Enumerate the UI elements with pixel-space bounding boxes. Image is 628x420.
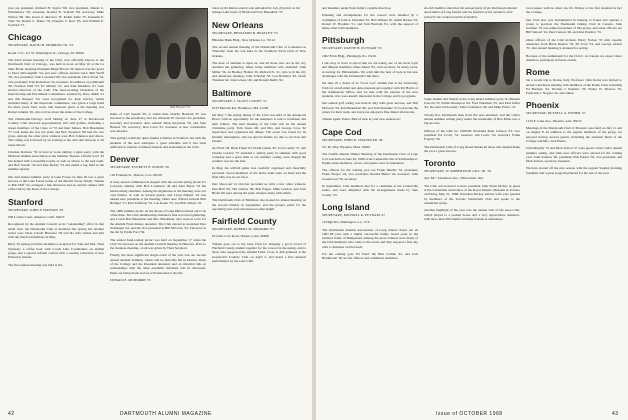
section-heading-cape-cod: Cape Cod: [322, 126, 362, 137]
section-heading-long-island: Long Island: [322, 201, 370, 212]
paragraph: Riley '61 spring activities included a reception for Tom and Mrs. Thad Seymour, a coffee hour with Coach Jake Crouthamel, an alumni group, and a special softball contest with a rousing collection of new Princeton friends.: [8, 242, 104, 260]
section-address: Room 1711, 111 W. Washington St., Chicago, Ill. 60602: [8, 50, 85, 55]
section-address: 62 Glen Cove Road, Darien, Conn. 06820: [212, 234, 269, 239]
section-heading-denver: Denver: [110, 154, 139, 165]
paragraph: A busy season culminated in August with the second spring picnic for Colorado alumni, with Bob Lorentzen '46 and Alex Bayer '53 the hardworking chairmen. Among the dignitaries at the meeting were our own fathers, as well as several guests, and Lloyd Neimer '24 was named new president at the meeting. Other new officers include Bob Bolliger '51, Paul Tollefson '54, Lou Rader '55, and Bob Gilbert '41.: [110, 179, 206, 206]
paragraph: The Dartmouth Club of Baltimore also hosted its annual meeting on the second Sunday in September, and the group's plans for the upcoming year were discussed at some length.: [212, 198, 306, 211]
paragraph: On June 25 a dozen of us "local cool" alumni met at the University Club for an informal and quite pleasant get-together with Pat Harris of the Admissions Office, and we met with the parents of the new students, who were keenly interested in the College and its programs.: [322, 81, 418, 99]
paragraph: We have started off the new season with the regular Sunday morning breakfast and a great program planned for the rest of the year.: [526, 166, 622, 175]
right-page: [316, 0, 628, 420]
paragraph: Meetings of the Dartmouth Club of Phoenix were held on July 11 and on August 8. In addition to the regular members of the group, we enjoyed having several guests, including the assistant Dean of the College and Mrs. Jack Harris.: [526, 126, 622, 143]
paragraph: The Club was honored to have president John Sloan Dickey as guest at the Centennial observance of the Royal Ontario Museum in Toronto on Friday, May 31, 1968. President Dickey and his wife were greeted by members of the Toronto Dartmouth Club and spoke to the assembled group.: [424, 183, 520, 205]
section-secretary: SECRETARY, RUSSELL A. FISHER '57: [526, 111, 586, 116]
right-column-1: [322, 6, 418, 404]
section-address: Ch. Rt. 28A, Hyannis, Mass. 02601: [322, 144, 371, 149]
section-address: Apt. 827, Lakeshore Ave., Willowdale, Ont.: [424, 176, 484, 181]
paragraph: home of Carl Speeth '29, at which time Charlie Hoerlein '67 was elevated to the presidency and Joe Albrecht '67 elected vice president, secretary and treasurer. Also named: Mark Reynolds '59, and John Hanson '59, secretary; Don Carol '61, treasurer. A new constitution was adopted.: [110, 112, 206, 134]
paragraph: The annual fund-raising picnic was held on September 17 when the Club '62 reported on the Alumni Council meeting in Hanover. Prior to the business meeting, a talk was given by Thad Seymour.: [110, 237, 206, 251]
paragraph: An old tradition shared at the annual party of the Dartmouth Alumni Association of Long Island, and the families of the members were joined in the cookout and the festivities.: [424, 6, 518, 19]
section-secretary: SECRETARY, JOHN F. HANSON '59: [8, 207, 64, 212]
left-column-3: [212, 6, 306, 404]
maine-picnic-photo: [110, 8, 208, 106]
paragraph: Twenty-five Dartmouth men from the area attended, and the Club's annual summer sailing party under the leadership of Ben Kline was a big success.: [424, 112, 520, 126]
section-secretary: SECRETARY, MICHAEL R. PUTNAM '47: [322, 212, 386, 217]
section-heading-new-orleans: New Orleans: [212, 19, 264, 30]
long-island-party-photo: [424, 22, 520, 94]
section-secretary: SECRETARY, WAYNE H. PUTNAM '53: [322, 46, 382, 51]
page-number: 42: [8, 411, 15, 417]
section-heading-stanford: Stanford: [8, 196, 43, 207]
paragraph: local papers with no direct tie. Dr. Dickey or the five students in fact the College.: [526, 6, 622, 15]
paragraph: The officers for the coming year are Frank Shields '33, president; Frank Shoyer '24, vice president; Roland Butler '24, treasurer; John Greenwood '36, secretary.: [322, 168, 418, 181]
paragraph: In September, Club members met for a clambake at the Centerville estate, and were delighted with the arrangements made by Stan Conley '55.: [322, 184, 418, 197]
paragraph: Thanks again, Potter. Best of luck in your new endeavors!: [322, 117, 401, 122]
section-secretary: SECRETARY, JOHN R. CHANDLER '38: [322, 137, 383, 142]
paragraph: Planning and arrangements for the concert were handled by a committee of John A. Donohue '61, Bob Walters '61, Keith Barnes '52, Robert W. Hopkins '51, and Tom Bartram '61, with the support of many other Club members.: [322, 13, 418, 31]
section-address: 10 High Rd., Huntington, L.I., N.Y.: [322, 220, 371, 225]
section-heading-chicago: Chicago: [8, 32, 42, 43]
right-column-2: [424, 6, 520, 404]
page-footer-title: DARTMOUTH ALUMNI MAGAZINE: [120, 411, 212, 417]
section-heading-toronto: Toronto: [424, 158, 456, 169]
photo-caption: Some of the Maine alumni who attended the July 20 picnic at the Sebago Lake home of Heidi and Fran Beaudette '35.: [212, 6, 300, 15]
photo-credit: Bud Falcone '54: [170, 105, 190, 109]
paragraph: Our annual golf outing was held in July with great success, and Tim McGraw '56, Rod Beaumont '60, and Tom Donahue '57 took home the prizes for their team, and everyone enjoyed a fine dinner afterwards.: [322, 101, 418, 115]
left-column-1: [8, 6, 104, 404]
paragraph: Officers of the Club for 1968-69: President Peter Jackson '53, vice president Ed Crotty '52, treasurer Jim Lewis '54, secretary Frank Fogarty '59.: [424, 128, 520, 142]
paragraph: Finally, the most significant single event of the year was our second annual Alumni Seminar, which will be held this fall in Denver. Dean of the College and the President attended, and an informal talk on relationships with the other academic divisions will be discussed. Plans are being made and we will announce it shortly.: [110, 253, 206, 275]
paragraph: and Islanders under Paul Zeller's capable direction.: [322, 6, 392, 10]
paragraph: The hour of summer is upon us, and all those who are in the city attended the gathering. Other lucky members who attended: John Miller '36, Al Bradley Hollen '29, Richard N. '21, who is in the city and attend the meeting, John Schrabel '53, Lou Hollister '63, Norm Tinsman '42, John Gloess '40, and Ronald Reilly '62.: [212, 61, 306, 83]
paragraph: Thanks goes out to the Glee Club for bringing a good crowd of Fairfield County alumni together for the concert in the spring, and to those who supported the Alumni Fund. Close to 400 gathered at the Greenwich Country Club on April 2, and heard a fine musical performance by the Glee Club,: [212, 241, 306, 263]
section-heading-phoenix: Phoenix: [526, 100, 560, 111]
paragraph: In May, the softball game was carefully organized and cheerfully executed. Seven members of the home team were on hand and the final tally was in our favor.: [212, 166, 306, 180]
section-secretary: SECRETARY, EVERETT E. FOOSE '36: [110, 165, 169, 170]
section-address: Hibernia Bank Bldg., New Orleans, La. 70112: [212, 37, 275, 42]
paragraph: Because of the enthusiasm for the D.O.C. in Canada we expect more alumni to participate in future events.: [526, 53, 622, 62]
paragraph: Our Club also was instrumental in helping to found and operate a group to promote the Dartmouth Outing Club in Canada. John Gorman '33 was named president of this group, and other officers are Bill Stewart '42, Paul Cannon '40, and Ron Prentice '55.: [526, 17, 622, 35]
paragraph: For the coming year, Ed Ward '49, Bud Collins '42, and Jack Heidbreder '56 are the officers and committee members.: [322, 251, 418, 261]
paragraph: On a recent trip to Rome, Italy, Professor John Kerns was invited to attend a luncheon meeting with members of the Rome Club, including Ed Buckley '24, Thomas J. Palermo '39, Walter W. Monroe '52, Frederick J. Nogara '42, and others.: [526, 78, 622, 96]
paragraph: On May 7 the spring dinner of the Club was held at the Annapolis Hotel, with an opportunity for the members to talk to freshmen and their fathers. The next meeting of the Club will be the annual Christmas party. Tom Jones, Mr. and Mrs. and George Coxe '62 supervised and organized the dinner. The event was noted for its friendly atmosphere, and our special thanks are due to our host and friends.: [212, 113, 306, 143]
paragraph: The Dartmouth Alumni Association of Long Island closed out its 1967-68 year with a highly successful family beach party in the Gulliver home of Hampstead. Among the prize winners were many of the Club members who came to the event, and they enjoyed a fine day with a clambake on the beach.: [322, 227, 418, 249]
section-secretary: SECRETARY, BENJAMIN B. HEATLEY '55: [212, 30, 278, 35]
section-address: 638 Loretta Court, Atherton, Calif. 94027: [8, 214, 65, 219]
paragraph: The first annual meeting was held at the: [8, 262, 63, 267]
section-heading-fairfield-county: Fairfield County: [212, 216, 277, 227]
paragraph: The twelfth Annual Dinner Meeting of the Dartmouth Club of Cape Cod was held on June 26, 1968 at the Centerville Inn in Yarmouthport. Eighty-three members, wives, and guests were in attendance.: [322, 152, 418, 165]
column-intro: year are president, Richard H. Saylor '66; vice president, Daniel C. Whittemore '59; treasurer, Ronald B. Schram '60; secretary, Mike Wilson '66. The board of directors: H. Rollin Allen '37, Kenneth E. Tidd '50, Robert C. Baker '70, Douglas S. Kerr '65, and William E. Scollard '57.: [8, 6, 104, 28]
right-column-3: [526, 6, 622, 404]
section-secretary: SECRETARY, DAVID H. MORROW JR. '53: [8, 43, 74, 48]
paragraph: The 92nd annual meeting of the Club, now officially known as the Dartmouth Club of Chicago, was held at noon on May 16 at the La Salle Hotel. Retiring President Hugh Brown '56 turned over the gavel to Dave McLaughlin '54, and new officers elected were: Phil Wolff '56, vice president; John Loveland '60, vice president; Dave Wood '54, vice president; Tom Robertson '54, treasurer. In addition, Lyn Mitchell '60, Norman Stith '53, Ev Mullan '47, and Sam Madeline '61 were elected directors of the Club. The hard-working Chairman of the Interviewing and Enrollment Committees, assisted by Dave Smith '51 and Jim Ruppert '63, were recognized for their service, which included many of the important committees, was given a large hand for three years' hard work. Our honored guest at the meeting was Robert Jenkins '26, who told us about the status of the College.: [8, 58, 104, 114]
paragraph: Our 2nd annual summer party at Lake Forest on June 29 was a great success at the Lake Forest home of the Merrill Sweet family. Thanks to Bob Hoff '52, arranged a fine afternoon and an outdoor dinner with a fine talk by the Dean of the College.: [8, 174, 104, 192]
section-address: 1902 Frick Bldg., Pittsburgh, Pa. 15219: [322, 53, 376, 58]
paragraph: The second annual meeting of the Dartmouth Club of Louisiana on Thursday, June 26, was held in the Southern Yacht Club of New Orleans.: [212, 45, 306, 58]
paragraph: The 1968 summer picnic on the shores of Lake Dillon turned out to be a fine time. The Club membership attended a fine recovered gathering, and Coach Bob Blackman and Mrs. Blackman, who were in town for the Alumni Fund dinner, attended. The Club elected as president Pete Nothnagel '42, and the vice president is Bill McGraw '54, followed on the list by Eddie Ford '59.: [110, 208, 206, 235]
page-number: 43: [612, 411, 619, 417]
section-address: 6133 Bertram Rd., Baltimore, Md. 21204: [212, 105, 269, 110]
section-secretary: SECRETARY, W. ROBERTSON GILL JR. '59: [424, 169, 492, 174]
section-secretary: SECRETARY, J. SCOTT CUDDY '57: [212, 98, 267, 103]
paragraph: I am sorry to have to report that we are losing one of our most loyal and diligent members. Dane Ahern '65, club secretary for many years, is leaving for Philadelphia. We wish him the best of luck in his new challenges with the Dartmouth Club there.: [322, 61, 418, 78]
paragraph: Art Field '58, Buck Frank '63, Frank Cullen '65, Scott Cuddy '57, and Charlie Gordon '57 attended a sailing party in summer with good company and a great time at our summer outing, even though the weather was not the best.: [212, 146, 306, 164]
paragraph: Another highlight of the year was the annual visit of the Glee Club, which played to a packed house and a very appreciative audience, with more than 300 alumni and their friends in attendance.: [424, 208, 520, 221]
left-column-2: [110, 112, 206, 404]
paragraph: Recognized by the Alumni Council as its "outstanding" effort in that small club, the Dartmouth Club at Stanford this spring has another active year. Dean Carroll Brewster '58 and his wife visited and met with the Stanford members in May.: [8, 222, 104, 240]
section-secretary: SECRETARY, ROBERT M. HOWARD '57: [212, 227, 275, 232]
paragraph: Chuckle Davison '56 is hard at work pulling a giant party with the Midwest Alumni Association at the Summer Theatre. Charlie Scott '43 has helped with a beautiful trophy as well as advice to the best team, and Bob Tonder '56 and Pete Reddy '54 and ended a big field in the summer quarter.: [8, 150, 104, 172]
section-heading-baltimore: Baltimore: [212, 87, 252, 98]
paragraph: Our 'shoot-out' in October provided us with a few other winners. Dan Hall '62, Jim Gibson '66, Bob Fagan, Mike Gordon, and Tom Brash '66 were among the prize winners along with others.: [212, 182, 306, 195]
section-address: 1219 E. Lake Ave., Phoenix, Ariz. 85015: [526, 118, 582, 123]
section-heading-rome: Rome: [526, 67, 550, 78]
signature: DONALD E. MCMORRIS '55: [110, 277, 151, 282]
paragraph: The Dartmouth Club of Long Island thanks all those who helped make the year a great success.: [424, 144, 520, 153]
left-page: [0, 0, 312, 420]
paragraph: John Murphy '31 and Dick Sexton '57 were guests at the Club's annual summer outing, and other new officers were elected for the coming year: John Sanders '40, president; Bob Parker '56, vice president; and Dick Sexton, secretary-treasurer.: [526, 146, 622, 164]
paragraph: Other officers of the Club include: Harry Forbes '35 with capable assistance from Brian Denton '53, Ed Scott '54, and George Abbott '35. Our annual meeting is planned for spring.: [526, 37, 622, 51]
section-heading-pittsburgh: Pittsburgh: [322, 35, 365, 46]
photo-caption: Some alumni and friends at the Long Island summer party: R. Bennett Lincoln '55, Salim Davenport '64, Fred Waldman '35, and Paul Zeller '42, the Glee Club leader; John Cornellson '29, and Mike Prince '47.: [424, 96, 520, 110]
paragraph: This spring's relatively quiet alumni activities in Stanford, but with the students of the area anticipate a great schedule and it has been sufficient to interest continued interest and leadership in the Club.: [110, 136, 206, 150]
paragraph: The Dartmouth-Chicago Golf Outing on June 27 at Knollwood Country Club attracted approximately 100 avid golfers, including a dozen members of the Class of '72 and their fathers. Bob Bruckman '57 took home the low net prize and Bob Swanson '68 had the low gross. Among the other prize winners were Bob Johnston and others. The outing was followed by an evening at the club that lived up to all expectations.: [8, 116, 104, 147]
page-footer-issue: Issue of OCTOBER 1968: [436, 411, 503, 417]
section-address: 120 Franklin St., Denver, Colo. 80218: [110, 172, 162, 177]
